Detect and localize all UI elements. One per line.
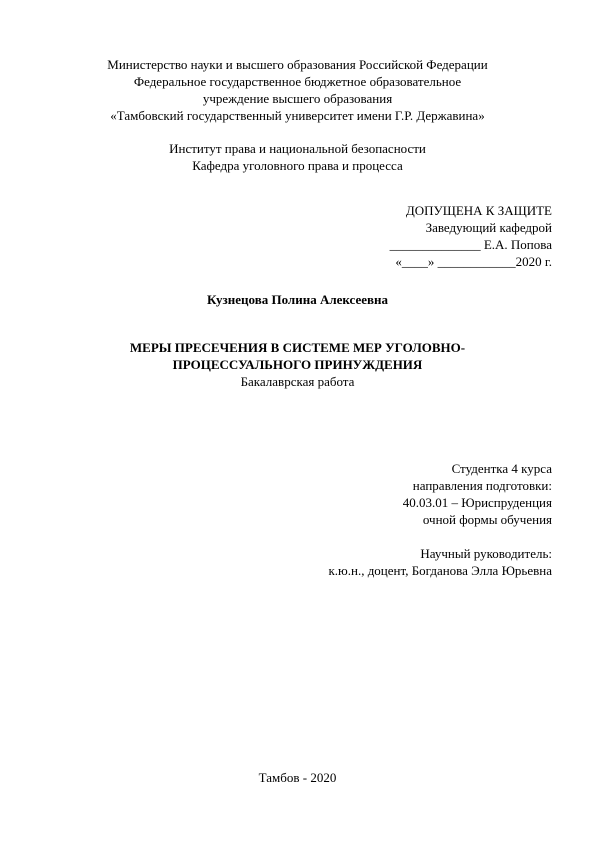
author-name: Кузнецова Полина Алексеевна: [206, 292, 389, 307]
university-line: «Тамбовский государственный университет имени Г.Р. Державина»: [110, 108, 485, 123]
supervisor-name: к.ю.н., доцент, Богданова Элла Юрьевна: [328, 563, 552, 578]
work-title-line-1: МЕРЫ ПРЕСЕЧЕНИЯ В СИСТЕМЕ МЕР УГОЛОВНО-: [129, 340, 466, 355]
student-form: очной формы обучения: [422, 512, 552, 527]
approval-title: ДОПУЩЕНА К ЗАЩИТЕ: [405, 203, 552, 218]
institution-level-line: учреждение высшего образования: [202, 91, 393, 106]
city-year: Тамбов - 2020: [258, 770, 337, 785]
student-course: Студентка 4 курса: [451, 461, 552, 476]
work-title-line-2: ПРОЦЕССУАЛЬНОГО ПРИНУЖДЕНИЯ: [172, 357, 423, 372]
student-direction-label: направления подготовки:: [412, 478, 552, 493]
department-name: Кафедра уголовного права и процесса: [192, 158, 403, 173]
approval-date-line: «____» ____________2020 г.: [395, 254, 552, 269]
approval-signature-line: ______________ Е.А. Попова: [389, 237, 552, 252]
approval-role: Заведующий кафедрой: [425, 220, 552, 235]
institution-type-line: Федеральное государственное бюджетное образовательное: [133, 74, 462, 89]
work-type: Бакалаврская работа: [240, 374, 355, 389]
institute-name: Институт права и национальной безопасности: [169, 141, 426, 156]
ministry-line: Министерство науки и высшего образования Российской Федерации: [107, 57, 488, 72]
supervisor-label: Научный руководитель:: [420, 546, 552, 561]
student-direction: 40.03.01 – Юриспруденция: [402, 495, 552, 510]
